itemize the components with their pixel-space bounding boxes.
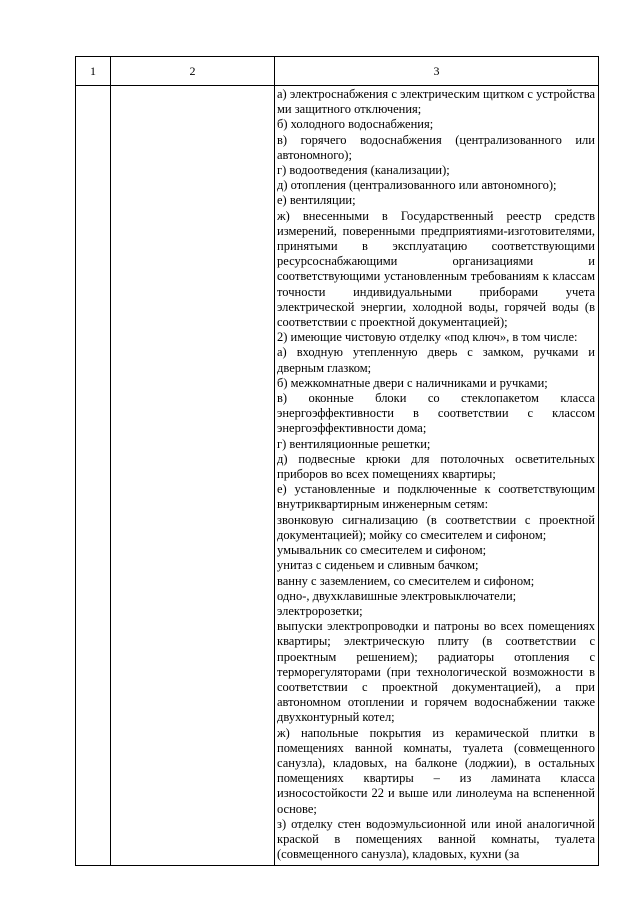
paragraph: г) водоотведения (канализации); [277,163,450,178]
paragraph: одно-, двухклавишные электровыключатели; [277,588,517,603]
paragraph: 2) имеющие чистовую отделку «под ключ», в том числе: [277,330,578,345]
requirements-text [275,86,598,862]
body-cell-3 [275,86,599,866]
paragraph: электророзетки; [277,603,363,618]
paragraph: е) установленные и подключенные к соответствующим внутриквартирным инженерным сетям: [277,482,595,512]
paragraph: выпуски электропроводки и патроны во всех помещениях квартиры; электрическую плиту (в соответствии с проектным решением); радиаторы отопления с терморегуляторами (при технологической возможности в соответствии с проектной документацией), а при автономном отоплении и горячем водоснабжении также двухконтурный котел; [277,619,595,725]
document-table [75,56,599,866]
header-cell-3: 3 [275,57,599,86]
paragraph: а) входную утепленную дверь с замком, ручками и дверным глазком; [277,345,595,375]
body-cell-1 [76,86,111,866]
paragraph: д) подвесные крюки для потолочных осветительных приборов во всех помещениях квартиры; [277,451,595,482]
header-cell-1: 1 [76,57,111,86]
paragraph: ж) напольные покрытия из керамической плитки в помещениях ванной комнаты, туалета (совмещенного санузла), кладовых, на балконе (лоджии), в остальных помещениях квартиры – из ламината класса износостойкости 22 и выше или линолеума на вспененной основе; [277,725,595,816]
paragraph: д) отопления (централизованного или автономного); [277,178,557,193]
table-body-row [76,86,599,866]
paragraph: б) холодного водоснабжения; [277,117,434,132]
paragraph: з) отделку стен водоэмульсионной или иной аналогичной краской в помещениях ванной комнаты, туалета (совмещенного санузла), кладовых, кухни (за [277,816,595,862]
paragraph: г) вентиляционные решетки; [277,436,431,451]
paragraph: б) межкомнатные двери с наличниками и ручками; [277,375,548,390]
paragraph: ж) внесенными в Государственный реестр средств измерений, поверенными предприятиями-изготовителями, принятыми в эксплуатацию соответствующими ресурсоснабжающими организациями и соответствующими установленным требованиям к классам точности индивидуальными приборами учета электрической энергии, холодной воды, горячей воды (в соответствии с проектной документацией); [277,208,595,330]
paragraph: а) электроснабжения с электрическим щитком с устройства ми защитного отключения; [277,87,595,117]
paragraph: в) горячего водоснабжения (централизованного или автономного); [277,132,595,162]
paragraph: звонковую сигнализацию (в соответствии с проектной документацией); мойку со смесителем и сифоном; [277,512,595,542]
paragraph: е) вентиляции; [277,193,356,208]
body-cell-2 [111,86,275,866]
paragraph: унитаз с сиденьем и сливным бачком; [277,558,479,573]
paragraph: в) оконные блоки со стеклопакетом класса энергоэффективности в соответствии с классом энергоэффективности дома; [277,391,595,436]
header-cell-2: 2 [111,57,275,86]
paragraph: ванну с заземлением, со смесителем и сифоном; [277,573,535,588]
table-header-row [76,57,599,86]
paragraph: умывальник со смесителем и сифоном; [277,543,487,558]
